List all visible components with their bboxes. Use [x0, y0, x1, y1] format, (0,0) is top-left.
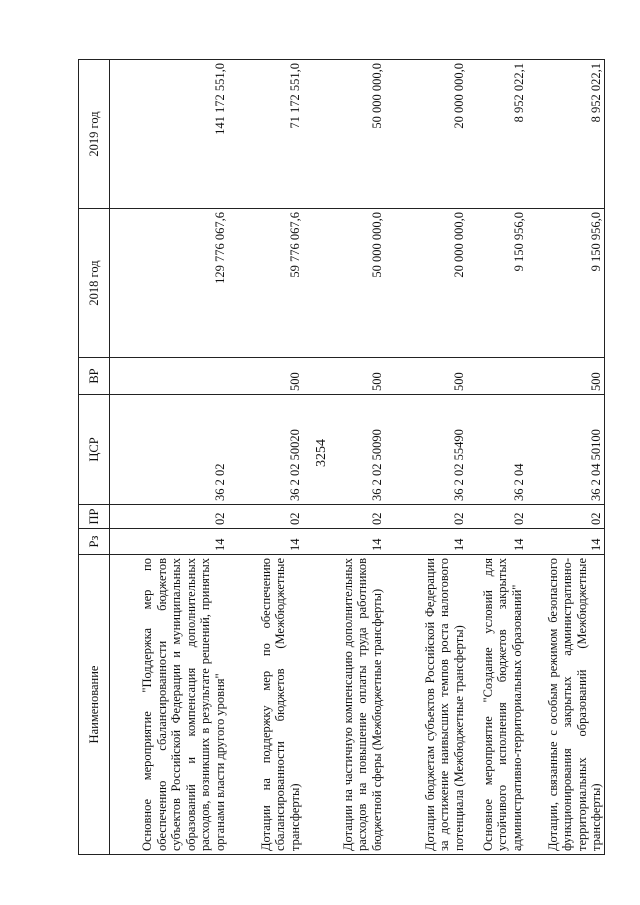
row-name: Дотации на поддержку мер по обеспечению сбалансированности бюджетов (Межбюджетные трансферты): [228, 555, 303, 855]
rotated-page-content: [78, 60, 604, 855]
row-rz: 14: [303, 529, 385, 555]
row-csr: 36 2 04 50100: [527, 395, 605, 505]
row-vr: [467, 358, 527, 395]
header-2019: 2019 год: [79, 60, 110, 209]
row-2018: 59 776 067,6: [228, 209, 303, 358]
table-row: [467, 60, 527, 855]
row-vr: 500: [228, 358, 303, 395]
row-pr: 02: [303, 505, 385, 529]
table-row: [110, 60, 228, 855]
header-rz: Рз: [79, 529, 110, 555]
table-row: [527, 60, 605, 855]
row-pr: 02: [228, 505, 303, 529]
row-csr: 36 2 02 50090: [303, 395, 385, 505]
row-csr: 36 2 02 50020: [228, 395, 303, 505]
row-rz: 14: [110, 529, 228, 555]
row-name: Дотации, связанные с особым режимом безопасного функционирования закрытых административно-территориальных образований (Межбюджетные трансферты): [527, 555, 605, 855]
row-rz: 14: [228, 529, 303, 555]
row-vr: 500: [303, 358, 385, 395]
row-pr: 02: [527, 505, 605, 529]
row-2018: 50 000 000,0: [303, 209, 385, 358]
row-rz: 14: [467, 529, 527, 555]
header-row: [79, 60, 110, 855]
table-row: [303, 60, 385, 855]
budget-table: [78, 59, 605, 855]
header-pr: ПР: [79, 505, 110, 529]
row-csr: 36 2 02: [110, 395, 228, 505]
row-2019: 71 172 551,0: [228, 60, 303, 209]
header-csr: ЦСР: [79, 395, 110, 505]
row-vr: 500: [527, 358, 605, 395]
row-pr: 02: [385, 505, 467, 529]
row-name: Дотации на частичную компенсацию дополнительных расходов на повышение оплаты труда работников бюджетной сферы (Межбюджетные трансферты): [303, 555, 385, 855]
header-name: Наименование: [79, 555, 110, 855]
row-2018: 20 000 000,0: [385, 209, 467, 358]
row-2018: 129 776 067,6: [110, 209, 228, 358]
row-name: Дотации бюджетам субъектов Российской Федерации за достижение наивысших темпов роста налогового потенциала (Межбюджетные трансферты): [385, 555, 467, 855]
row-2019: 8 952 022,1: [467, 60, 527, 209]
row-rz: 14: [385, 529, 467, 555]
table-row: [385, 60, 467, 855]
header-vr: ВР: [79, 358, 110, 395]
row-2019: 141 172 551,0: [110, 60, 228, 209]
row-2019: 20 000 000,0: [385, 60, 467, 209]
row-name: Основное мероприятие "Поддержка мер по обеспечению сбалансированности бюджетов субъектов Российской Федерации и муниципальных образований и компенсация дополнительных расходов, возникших в результате решений, принятых органами власти другого уровня": [110, 555, 228, 855]
table-row: [228, 60, 303, 855]
row-name: Основное мероприятие "Создание условий для устойчивого исполнения бюджетов закрытых административно-территориальных образований": [467, 555, 527, 855]
row-pr: 02: [467, 505, 527, 529]
row-csr: 36 2 04: [467, 395, 527, 505]
row-vr: [110, 358, 228, 395]
row-vr: 500: [385, 358, 467, 395]
row-pr: 02: [110, 505, 228, 529]
row-2018: 9 150 956,0: [527, 209, 605, 358]
row-2019: 8 952 022,1: [527, 60, 605, 209]
row-2019: 50 000 000,0: [303, 60, 385, 209]
row-csr: 36 2 02 55490: [385, 395, 467, 505]
page-number: 3254: [314, 439, 329, 467]
header-2018: 2018 год: [79, 209, 110, 358]
row-2018: 9 150 956,0: [467, 209, 527, 358]
row-rz: 14: [527, 529, 605, 555]
